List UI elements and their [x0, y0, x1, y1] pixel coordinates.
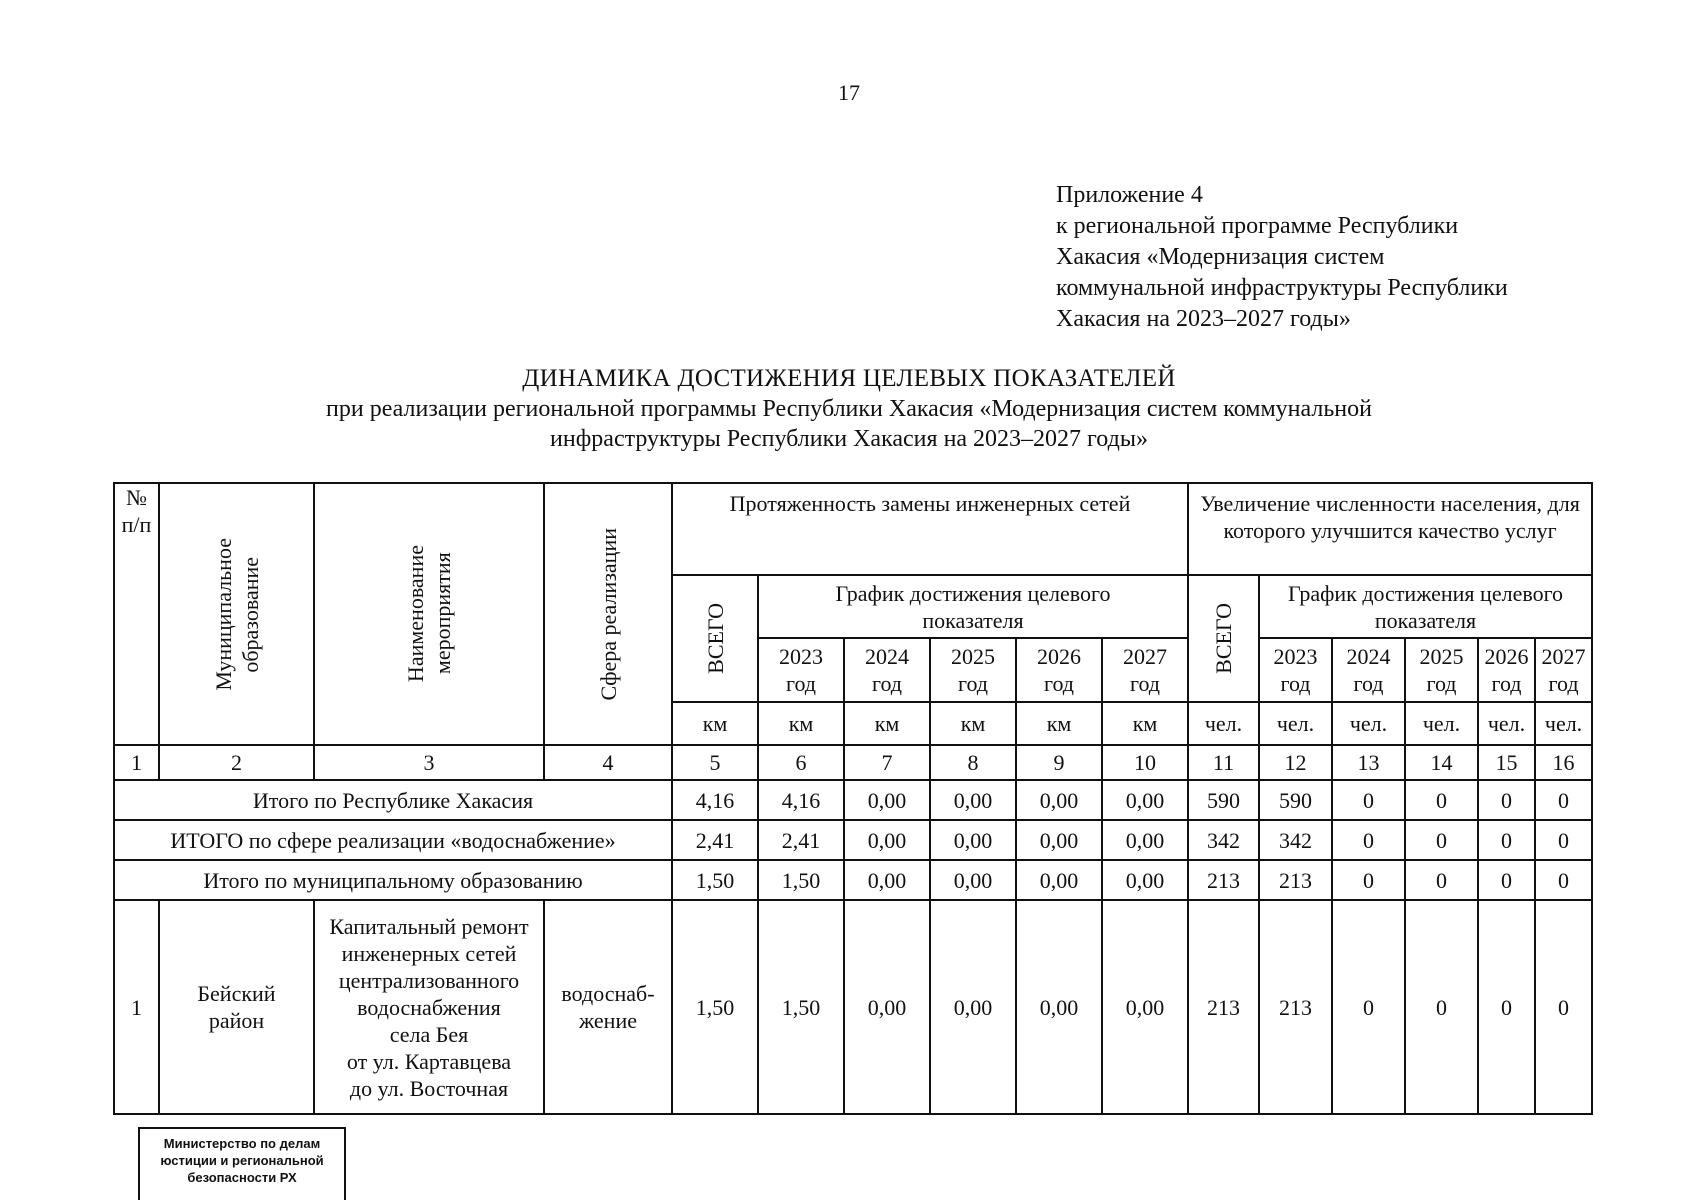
schedule-line: показателя — [1374, 607, 1477, 633]
header-total-label: ВСЕГО — [702, 603, 728, 674]
value-cell: 0 — [1332, 820, 1405, 860]
header-length-schedule — [758, 575, 1188, 638]
value-cell: 0 — [1478, 820, 1535, 860]
year-word: год — [1129, 671, 1161, 696]
summary-row-sphere — [114, 820, 1592, 860]
unit-cell: км — [758, 702, 844, 745]
appendix-line: к региональной программе Республики — [1056, 213, 1459, 239]
value-cell: 0,00 — [1016, 860, 1102, 900]
header-measure-line: мероприятия — [430, 553, 455, 675]
value-cell: 2,41 — [672, 820, 758, 860]
header-number — [114, 483, 159, 745]
row-number: 1 — [114, 900, 159, 1114]
value-cell: 4,16 — [672, 780, 758, 820]
value-cell: 213 — [1188, 860, 1259, 900]
value-cell: 590 — [1188, 780, 1259, 820]
summary-label: Итого по Республике Хакасия — [114, 780, 672, 820]
header-sphere-label: Сфера реализации — [595, 527, 621, 701]
value-cell: 213 — [1188, 900, 1259, 1114]
value-cell: 0 — [1535, 820, 1592, 860]
value-cell: 1,50 — [758, 900, 844, 1114]
value-cell: 0 — [1405, 900, 1478, 1114]
year-word: год — [1548, 671, 1579, 696]
column-number: 1 — [114, 745, 159, 780]
value-cell: 342 — [1259, 820, 1332, 860]
appendix-line: Хакасия на 2023–2027 годы» — [1056, 306, 1351, 332]
unit-cell: км — [930, 702, 1016, 745]
header-total-label: ВСЕГО — [1211, 603, 1236, 674]
unit-cell: чел. — [1259, 702, 1332, 745]
value-cell: 0,00 — [930, 780, 1016, 820]
value-cell: 0 — [1535, 900, 1592, 1114]
value-cell: 0 — [1332, 780, 1405, 820]
column-number: 8 — [930, 745, 1016, 780]
value-cell: 0 — [1405, 780, 1478, 820]
column-number: 16 — [1535, 745, 1592, 780]
value-cell: 0,00 — [844, 820, 930, 860]
measure-line: инженерных сетей — [341, 940, 517, 966]
header-population-schedule — [1259, 575, 1592, 638]
municipality-line: Бейский — [197, 981, 276, 1006]
unit-cell: чел. — [1405, 702, 1478, 745]
sphere-line: водоснаб- — [561, 981, 655, 1006]
value-cell: 0,00 — [1102, 860, 1188, 900]
value-cell: 0 — [1535, 860, 1592, 900]
value-cell: 0,00 — [930, 820, 1016, 860]
year-number: 2025 — [951, 644, 995, 669]
measure-line: водоснабжения — [357, 994, 501, 1020]
column-number: 9 — [1016, 745, 1102, 780]
column-number: 10 — [1102, 745, 1188, 780]
header-number-line: п/п — [121, 512, 152, 537]
value-cell: 1,50 — [672, 900, 758, 1114]
summary-label: Итого по муниципальному образованию — [114, 860, 672, 900]
header-year — [1332, 638, 1405, 702]
value-cell: 342 — [1188, 820, 1259, 860]
table-row — [114, 900, 1592, 1114]
year-number: 2026 — [1484, 644, 1529, 669]
sphere-line: жение — [579, 1008, 637, 1033]
schedule-line: График достижения целевого — [1288, 580, 1564, 606]
header-measure-line: Наименование — [403, 545, 428, 683]
year-word: год — [785, 671, 817, 696]
value-cell: 0,00 — [844, 860, 930, 900]
unit-cell: км — [1016, 702, 1102, 745]
value-cell: 0,00 — [1016, 820, 1102, 860]
value-cell: 2,41 — [758, 820, 844, 860]
year-number: 2023 — [1273, 644, 1318, 669]
measure-line: до ул. Восточная — [349, 1075, 509, 1101]
unit-cell: км — [672, 702, 758, 745]
stamp-line: Министерство по делам — [163, 1136, 321, 1151]
column-number: 2 — [159, 745, 314, 780]
header-year — [1405, 638, 1478, 702]
header-population-total — [1188, 575, 1259, 702]
value-cell: 4,16 — [758, 780, 844, 820]
summary-row-republic — [114, 780, 1592, 820]
municipality-line: район — [208, 1008, 265, 1033]
measure-line: от ул. Картавцева — [346, 1048, 512, 1074]
value-cell: 0 — [1478, 900, 1535, 1114]
schedule-line: показателя — [922, 607, 1024, 633]
municipality-cell — [159, 900, 314, 1114]
header-length-total — [672, 575, 758, 702]
column-number: 14 — [1405, 745, 1478, 780]
value-cell: 0 — [1478, 780, 1535, 820]
column-number: 3 — [314, 745, 544, 780]
indicators-table — [113, 482, 1593, 1115]
header-year — [758, 638, 844, 702]
value-cell: 0 — [1332, 860, 1405, 900]
appendix-line: Приложение 4 — [1056, 182, 1203, 208]
value-cell: 1,50 — [672, 860, 758, 900]
value-cell: 213 — [1259, 900, 1332, 1114]
value-cell: 0 — [1332, 900, 1405, 1114]
header-number-line: № — [126, 485, 147, 510]
summary-label: ИТОГО по сфере реализации «водоснабжение» — [114, 820, 672, 860]
header-population-group: Увеличение численности населения, для которого улучшится качество услуг — [1188, 483, 1592, 575]
summary-row-municipality — [114, 860, 1592, 900]
unit-cell: чел. — [1188, 702, 1259, 745]
year-word: год — [1426, 671, 1457, 696]
header-length-group: Протяженность замены инженерных сетей — [672, 483, 1188, 575]
header-year — [1478, 638, 1535, 702]
value-cell: 0,00 — [1102, 780, 1188, 820]
column-number: 7 — [844, 745, 930, 780]
header-year — [1259, 638, 1332, 702]
value-cell: 0,00 — [1016, 780, 1102, 820]
value-cell: 0 — [1478, 860, 1535, 900]
document-title — [0, 363, 1698, 454]
measure-line: централизованного — [338, 967, 520, 993]
column-number: 13 — [1332, 745, 1405, 780]
value-cell: 0,00 — [1016, 900, 1102, 1114]
value-cell: 0,00 — [1102, 820, 1188, 860]
year-word: год — [1353, 671, 1384, 696]
year-word: год — [871, 671, 903, 696]
title-subtitle-line: инфраструктуры Республики Хакасия на 2023–2027 годы» — [550, 426, 1148, 452]
year-number: 2024 — [1346, 644, 1391, 669]
column-number: 4 — [544, 745, 672, 780]
value-cell: 590 — [1259, 780, 1332, 820]
stamp-line: безопасности РХ — [187, 1170, 297, 1185]
schedule-line: График достижения целевого — [835, 580, 1111, 606]
header-sphere — [544, 483, 672, 745]
unit-cell: чел. — [1332, 702, 1405, 745]
header-municipality-line: образование — [237, 556, 263, 672]
value-cell: 0,00 — [1102, 900, 1188, 1114]
title-subtitle-line: при реализации региональной программы Республики Хакасия «Модернизация систем коммунальной — [326, 396, 1372, 422]
year-number: 2025 — [1419, 644, 1464, 669]
column-number: 6 — [758, 745, 844, 780]
unit-cell: чел. — [1478, 702, 1535, 745]
year-word: год — [957, 671, 989, 696]
appendix-line: коммунальной инфраструктуры Республики — [1056, 275, 1508, 301]
stamp-line: юстиции и региональной — [160, 1153, 324, 1168]
column-number: 15 — [1478, 745, 1535, 780]
value-cell: 1,50 — [758, 860, 844, 900]
header-measure — [314, 483, 544, 745]
appendix-note — [1056, 180, 1616, 335]
header-year — [930, 638, 1016, 702]
header-municipality — [159, 483, 314, 745]
value-cell: 0,00 — [844, 900, 930, 1114]
year-word: год — [1491, 671, 1522, 696]
column-number: 11 — [1188, 745, 1259, 780]
header-year — [844, 638, 930, 702]
appendix-line: Хакасия «Модернизация систем — [1056, 244, 1385, 270]
ministry-stamp — [138, 1127, 346, 1200]
column-number: 12 — [1259, 745, 1332, 780]
value-cell: 0,00 — [844, 780, 930, 820]
year-number: 2026 — [1037, 644, 1081, 669]
measure-line: Капитальный ремонт — [329, 913, 529, 939]
value-cell: 0 — [1405, 860, 1478, 900]
year-word: год — [1043, 671, 1075, 696]
column-numbers-row — [114, 745, 1592, 780]
page-number: 17 — [838, 80, 860, 105]
year-number: 2024 — [865, 644, 909, 669]
year-number: 2027 — [1123, 644, 1167, 669]
sphere-cell — [544, 900, 672, 1114]
year-number: 2023 — [779, 644, 823, 669]
measure-cell — [314, 900, 544, 1114]
value-cell: 0,00 — [930, 900, 1016, 1114]
measure-line: села Бея — [389, 1021, 469, 1047]
value-cell: 0 — [1535, 780, 1592, 820]
header-municipality-line: Муниципальное — [210, 537, 236, 691]
value-cell: 0,00 — [930, 860, 1016, 900]
unit-cell: чел. — [1535, 702, 1592, 745]
unit-cell: км — [844, 702, 930, 745]
header-year — [1102, 638, 1188, 702]
year-word: год — [1280, 671, 1311, 696]
header-year — [1535, 638, 1592, 702]
title-main: ДИНАМИКА ДОСТИЖЕНИЯ ЦЕЛЕВЫХ ПОКАЗАТЕЛЕЙ — [522, 365, 1176, 392]
value-cell: 213 — [1259, 860, 1332, 900]
column-number: 5 — [672, 745, 758, 780]
value-cell: 0 — [1405, 820, 1478, 860]
unit-cell: км — [1102, 702, 1188, 745]
header-year — [1016, 638, 1102, 702]
year-number: 2027 — [1541, 644, 1586, 669]
